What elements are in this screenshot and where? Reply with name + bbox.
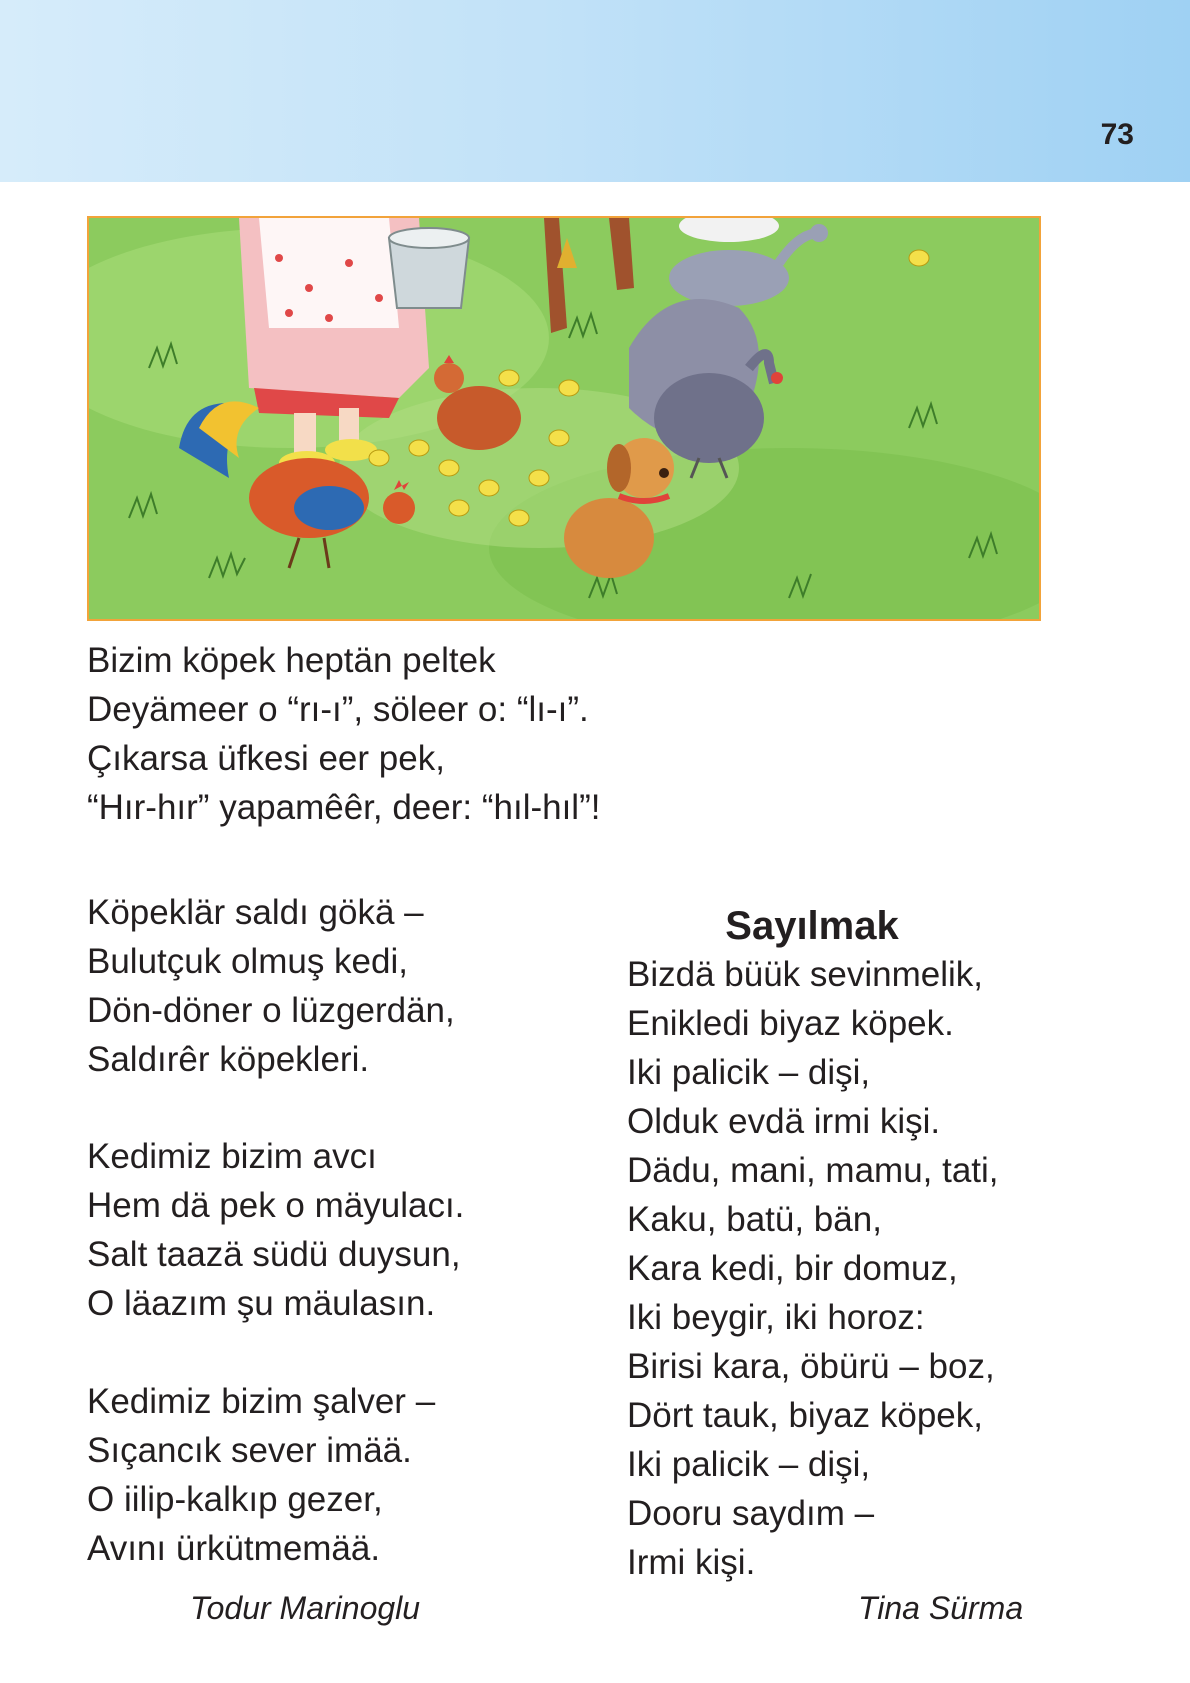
right-poem-body	[627, 950, 999, 1587]
right-poem-title: Sayılmak	[725, 904, 899, 948]
poem-line: Iki beygir, iki horoz:	[627, 1298, 925, 1337]
left-poem-stanza-2	[87, 888, 455, 1084]
poem-line: Dört tauk, biyaz köpek,	[627, 1396, 983, 1435]
poem-line: Kedimiz bizim şalver –	[87, 1382, 436, 1421]
poem-line: Birisi kara, öbürü – boz,	[627, 1347, 995, 1386]
poem-line: Kedimiz bizim avcı	[87, 1137, 377, 1176]
poem-line: Kara kedi, bir domuz,	[627, 1249, 958, 1288]
poem-line: O iilip-kalkıp gezer,	[87, 1480, 383, 1519]
poem-line: Iki palicik – dişi,	[627, 1445, 871, 1484]
poem-line: Deyämeer o “rı-ı”, söleer o: “lı-ı”.	[87, 690, 589, 729]
left-poem-author: Todur Marinoglu	[190, 1590, 421, 1626]
poem-line: Dädu, mani, mamu, tati,	[627, 1151, 999, 1190]
poem-line: Sıçancık sever imää.	[87, 1431, 412, 1470]
poem-line: Iki palicik – dişi,	[627, 1053, 871, 1092]
left-poem-stanza-4	[87, 1377, 435, 1573]
poem-line: Avını ürkütmemää.	[87, 1529, 381, 1568]
header-band	[0, 0, 1190, 182]
poem-line: O läazım şu mäulasın.	[87, 1284, 436, 1323]
poem-line: Irmi kişi.	[627, 1543, 756, 1582]
left-poem-stanza-1	[87, 636, 600, 832]
poem-line: Salt taazä südü duysun,	[87, 1235, 461, 1274]
poem-line: “Hır-hır” yapamêêr, deer: “hıl-hıl”!	[87, 788, 601, 827]
poem-line: Enikledi biyaz köpek.	[627, 1004, 954, 1043]
poem-line: Hem dä pek o mäyulacı.	[87, 1186, 465, 1225]
poem-line: Köpeklär saldı gökä –	[87, 893, 424, 932]
poem-line: Çıkarsa üfkesi eer pek,	[87, 739, 445, 778]
poem-line: Dön-döner o lüzgerdän,	[87, 991, 455, 1030]
right-poem-author: Tina Sürma	[858, 1590, 1024, 1626]
poem-line: Dooru saydım –	[627, 1494, 875, 1533]
page-number: 73	[1100, 118, 1134, 151]
left-poem-stanza-3	[87, 1132, 464, 1328]
poem-line: Saldırêr köpekleri.	[87, 1040, 370, 1079]
poem-line: Bulutçuk olmuş kedi,	[87, 942, 408, 981]
poem-line: Bizim köpek heptän peltek	[87, 641, 496, 680]
farmyard-illustration	[87, 216, 1041, 621]
poem-line: Olduk evdä irmi kişi.	[627, 1102, 941, 1141]
poem-line: Kaku, batü, bän,	[627, 1200, 882, 1239]
poem-line: Bizdä büük sevinmelik,	[627, 955, 983, 994]
